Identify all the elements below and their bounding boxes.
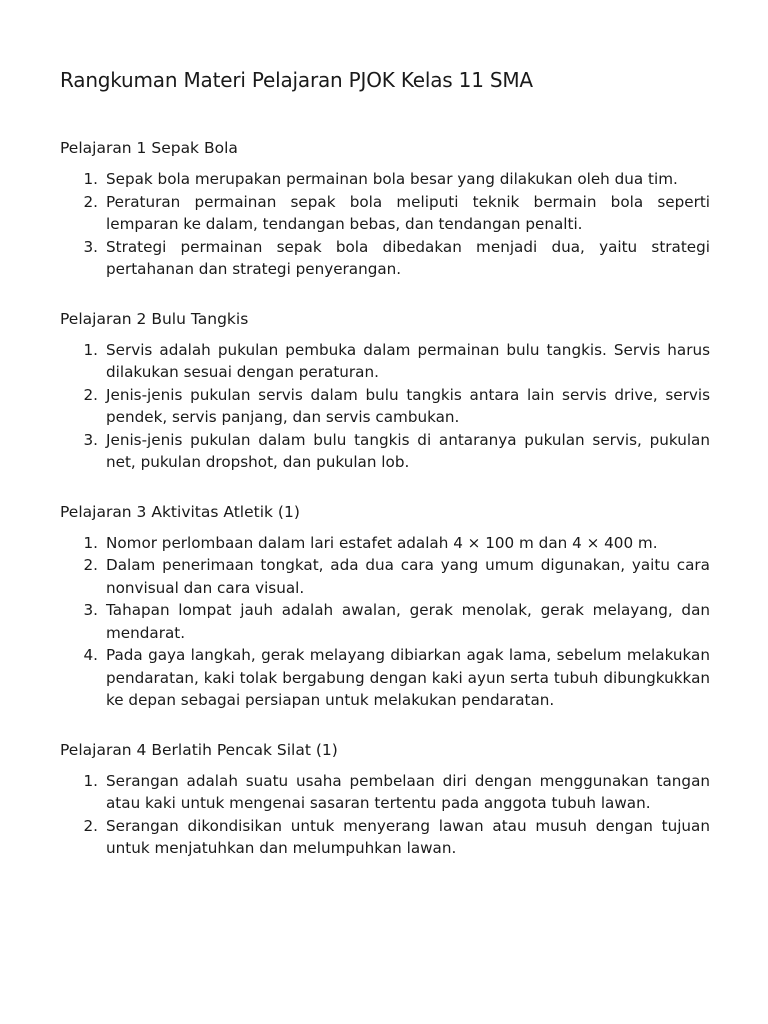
- document-page: [60, 66, 710, 887]
- item-number: 3.: [83, 430, 98, 449]
- item-number: 2.: [83, 556, 98, 574]
- section-heading: Pelajaran 4 Berlatih Pencak Silat (1): [60, 740, 338, 759]
- item-text: Dalam penerimaan tongkat, ada dua cara yang umum digunakan, yaitu cara nonvisual dan cara visual.: [106, 556, 710, 597]
- numbered-list: [60, 339, 710, 474]
- item-number: 2.: [83, 192, 98, 211]
- list-item: [60, 554, 710, 599]
- list-item: [60, 429, 710, 474]
- numbered-list: [60, 168, 710, 281]
- section-pencak-silat: [60, 739, 710, 860]
- section-heading: Pelajaran 3 Aktivitas Atletik (1): [60, 502, 300, 521]
- item-text: Sepak bola merupakan permainan bola besar yang dilakukan oleh dua tim.: [106, 170, 678, 188]
- item-text: Serangan dikondisikan untuk menyerang lawan atau musuh dengan tujuan untuk menjatuhkan dan melumpuhkan lawan.: [106, 816, 710, 857]
- item-text: Strategi permainan sepak bola dibedakan menjadi dua, yaitu strategi pertahanan dan strategi penyerangan.: [106, 237, 710, 278]
- item-text: Jenis-jenis pukulan servis dalam bulu tangkis antara lain servis drive, servis pendek, servis panjang, dan servis cambukan.: [106, 385, 710, 426]
- item-number: 3.: [83, 601, 98, 619]
- item-text: Serangan adalah suatu usaha pembelaan diri dengan menggunakan tangan atau kaki untuk mengenai sasaran tertentu pada anggota tubuh lawan.: [106, 771, 710, 812]
- item-text: Servis adalah pukulan pembuka dalam permainan bulu tangkis. Servis harus dilakukan sesuai dengan peraturan.: [106, 340, 710, 381]
- item-number: 1.: [83, 340, 98, 359]
- item-number: 2.: [83, 385, 98, 404]
- item-number: 4.: [83, 646, 98, 664]
- section-aktivitas-atletik: [60, 501, 710, 712]
- item-text: Tahapan lompat jauh adalah awalan, gerak menolak, gerak melayang, dan mendarat.: [106, 601, 710, 642]
- document-title: Rangkuman Materi Pelajaran PJOK Kelas 11 SMA: [60, 68, 533, 92]
- section-heading: Pelajaran 2 Bulu Tangkis: [60, 309, 249, 328]
- section-sepak-bola: [60, 137, 710, 281]
- item-number: 1.: [83, 170, 98, 188]
- list-item: [60, 339, 710, 384]
- list-item: [60, 599, 710, 644]
- list-item: [60, 168, 710, 191]
- item-text: Jenis-jenis pukulan dalam bulu tangkis di antaranya pukulan servis, pukulan net, pukulan dropshot, dan pukulan lob.: [106, 430, 710, 471]
- list-item: [60, 236, 710, 281]
- item-text: Nomor perlombaan dalam lari estafet adalah 4 × 100 m dan 4 × 400 m.: [106, 533, 658, 552]
- list-item: [60, 384, 710, 429]
- list-item: [60, 815, 710, 860]
- item-number: 3.: [83, 237, 98, 256]
- numbered-list: [60, 770, 710, 860]
- item-number: 1.: [83, 533, 98, 552]
- section-heading: Pelajaran 1 Sepak Bola: [60, 139, 238, 157]
- list-item: [60, 191, 710, 236]
- item-text: Peraturan permainan sepak bola meliputi teknik bermain bola seperti lemparan ke dalam, tendangan bebas, dan tendangan penalti.: [106, 192, 710, 233]
- section-bulu-tangkis: [60, 308, 710, 474]
- numbered-list: [60, 532, 710, 712]
- list-item: [60, 532, 710, 555]
- list-item: [60, 644, 710, 712]
- item-number: 1.: [83, 771, 98, 790]
- item-text: Pada gaya langkah, gerak melayang dibiarkan agak lama, sebelum melakukan pendaratan, kaki tolak bergabung dengan kaki ayun serta tubuh dibungkukkan ke depan sebagai persiapan untuk melakukan pendaratan.: [106, 646, 710, 709]
- item-number: 2.: [83, 816, 98, 835]
- list-item: [60, 770, 710, 815]
